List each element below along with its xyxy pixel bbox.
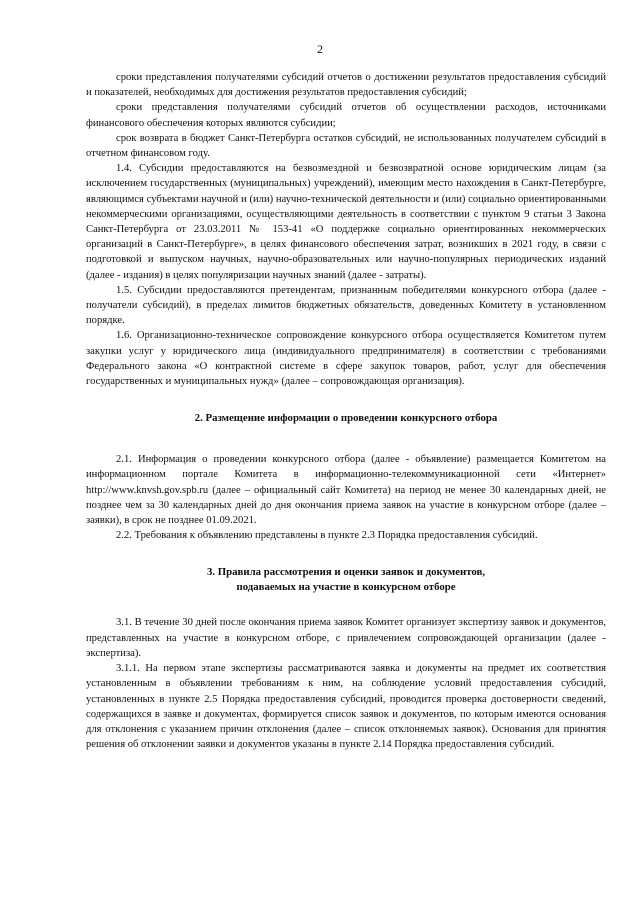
paragraph-3-1-1: 3.1.1. На первом этапе экспертизы рассматриваются заявка и документы на предмет их соответствия установленным в объявлении требованиям к ним, на соблюдение условий предоставления субсидий, установленных в пункте 2.5 Порядка предоставления субсидий, проводится проверка достоверности сведений, содержащихся в заявке и документах, формируется список заявок и документов, по которым имеются основания для отклонения с указанием причин отклонения (далее – список отклоняемых заявок). Основания для принятия решения об отклонении заявки и документов указаны в пункте 2.14 Порядка предоставления субсидий.: [86, 663, 606, 751]
paragraph-1-6: 1.6. Организационно-техническое сопровождение конкурсного отбора осуществляется Комитетом путем закупки услуг у юридического лица (индивидуального предпринимателя) в соответствии с требованиями Федерального закона «О контрактной системе в сфере закупок товаров, работ, услуг для обеспечения государственных и муниципальных нужд» (далее – сопровождающая организация).: [86, 330, 606, 388]
paragraph-2-1: 2.1. Информация о проведении конкурсного отбора (далее - объявление) размещается Комитетом на информационном портале Комитета в информационно-телекоммуникационной сети «Интернет» http://www.knvsh.gov.spb.ru (далее – официальный сайт Комитета) на период не менее 30 календарных дней, не позднее чем за 30 календарных дней до дня окончания приема заявок на участие в конкурсном отборе (далее – заявки), в срок не позднее 01.09.2021.: [86, 454, 606, 527]
paragraph-report-deadlines-results: сроки представления получателями субсидий отчетов о достижении результатов предоставления субсидий и показателей, необходимых для достижения результатов предоставления субсидий;: [86, 72, 606, 99]
section-3-heading-line1: 3. Правила рассмотрения и оценки заявок и документов,: [206, 566, 486, 579]
paragraph-return-deadline: срок возврата в бюджет Санкт-Петербурга остатков субсидий, не использованных получателем субсидий в отчетном финансовом году.: [86, 132, 606, 160]
paragraph-3-1: 3.1. В течение 30 дней после окончания приема заявок Комитет организует экспертизу заявок и документов, представленных на участие в конкурсном отборе, с привлечением сопровождающей организации (далее - экспертиза).: [86, 617, 606, 659]
document-body: [86, 70, 606, 752]
paragraph-1-4: 1.4. Субсидии предоставляются на безвозмездной и безвозвратной основе юридическим лицам (за исключением государственных (муниципальных) учреждений), имеющим место нахождения в Санкт-Петербурге, являющимся субъектами научной и (или) научно-технической деятельности и (или) социально ориентированными некоммерческими организациями, осуществляющими деятельность в соответствии с пунктом 9 статьи 3 Закона Санкт-Петербурга от 23.03.2011 № 153-41 «О поддержке социально ориентированных некоммерческих организаций в Санкт-Петербурге», в целях финансового обеспечения затрат, возникших в 2021 году, в связи с подготовкой и выпуском научных, научно-образовательных или научно-популярных периодических изданий (далее - издания) в целях популяризации научных знаний (далее - затраты).: [86, 163, 606, 281]
page-number: 2: [317, 42, 323, 56]
section-2-heading: 2. Размещение информации о проведении конкурсного отбора: [194, 412, 498, 425]
paragraph-1-5: 1.5. Субсидии предоставляются претендентам, признанным победителями конкурсного отбора (далее - получатели субсидий), в пределах лимитов бюджетных обязательств, доведенных Комитету в установленном порядке.: [86, 284, 606, 327]
section-3-heading-line2: подаваемых на участие в конкурсном отборе: [236, 581, 456, 594]
section-3-heading: [86, 565, 606, 595]
paragraph-report-deadlines-expenses: сроки представления получателями субсидий отчетов об осуществлении расходов, источниками финансового обеспечения которых являются субсидии;: [86, 102, 606, 129]
paragraph-2-2: 2.2. Требования к объявлению представлены в пункте 2.3 Порядка предоставления субсидий.: [116, 530, 538, 542]
